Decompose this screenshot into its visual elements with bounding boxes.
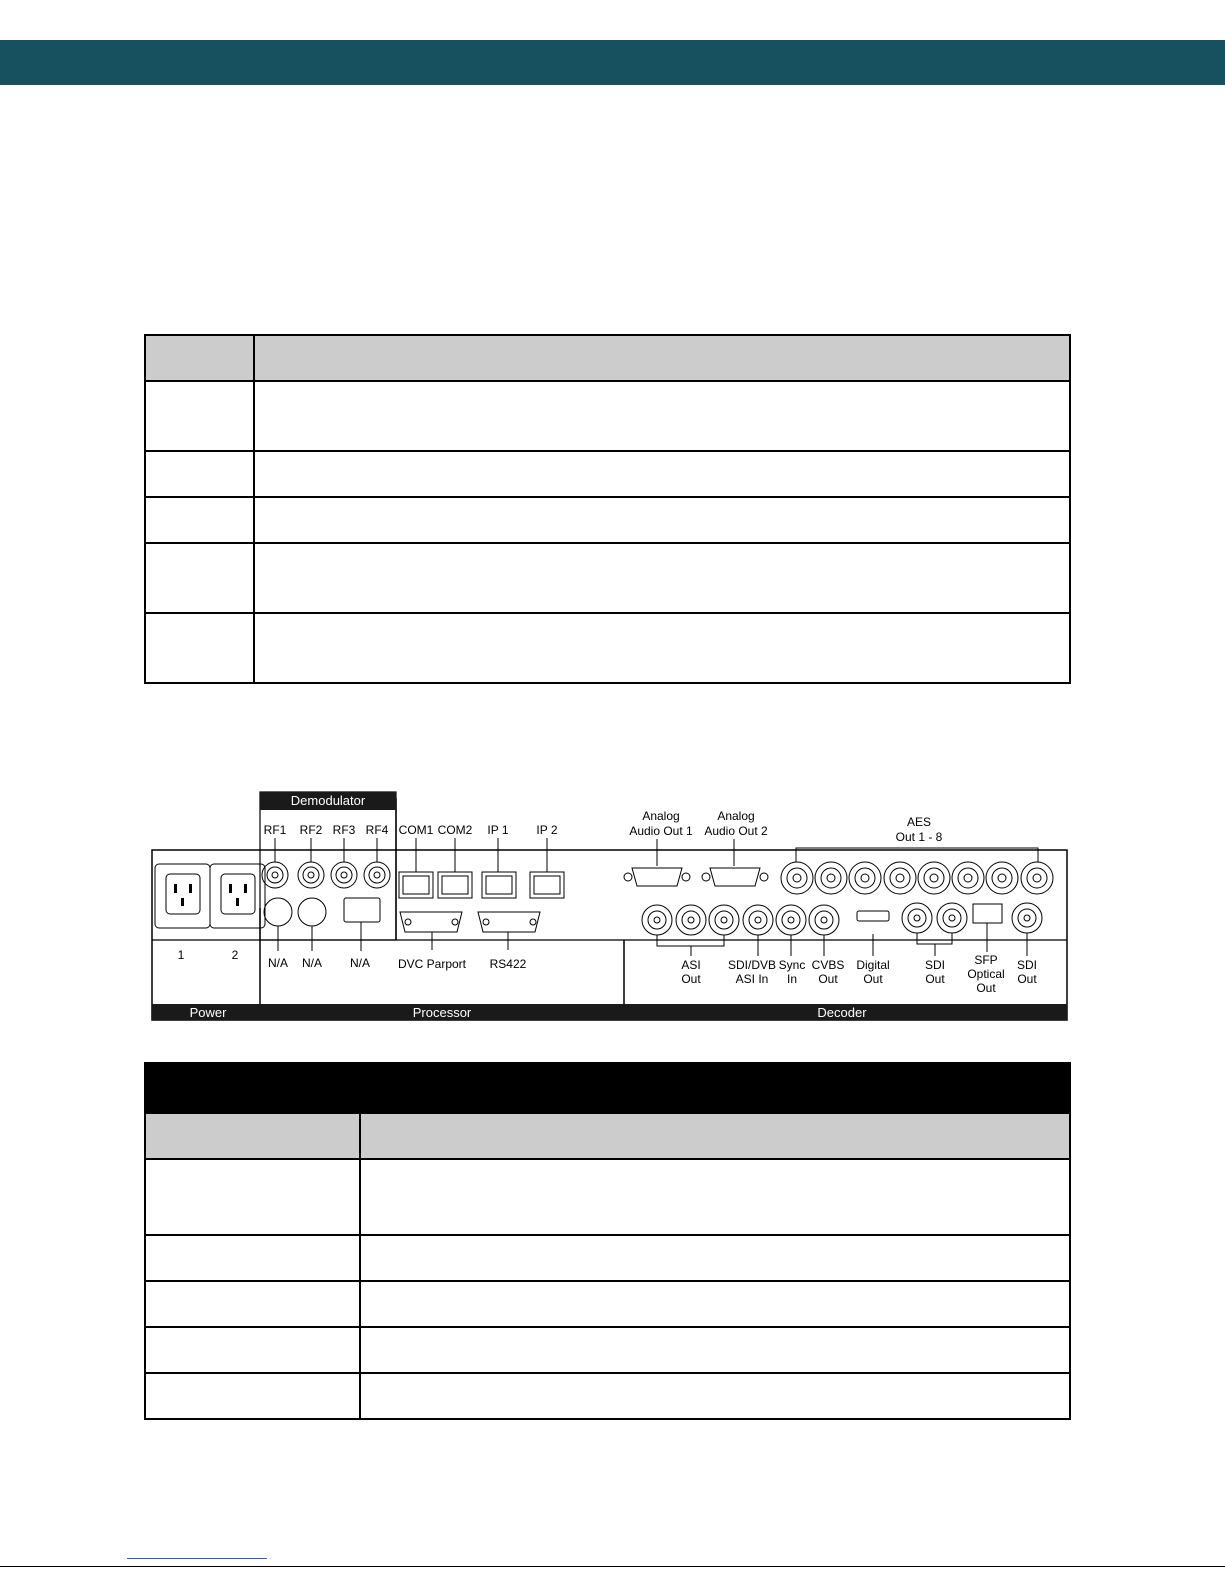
ip2-label: IP 2: [536, 823, 558, 837]
digital-out-line-1: Digital: [856, 958, 890, 972]
sdi-out-pair-line-1: SDI: [924, 958, 946, 972]
table-row: [145, 1373, 1070, 1419]
sfp-optical-line-3: Out: [976, 981, 996, 995]
rear-panel-diagram: [150, 788, 1070, 1024]
sfp-optical-line-2: Optical: [967, 967, 1005, 981]
na-label-2: N/A: [301, 956, 323, 970]
power-label-1: 1: [177, 948, 185, 962]
table-title-row: [145, 1063, 1070, 1113]
power-label-2: 2: [231, 948, 239, 962]
table-row: [145, 613, 1070, 683]
sfp-optical-line-1: SFP: [974, 953, 998, 967]
table-header-row: [145, 335, 1070, 381]
sdi-dvb-line-2: ASI In: [735, 972, 769, 986]
rf2-label: RF2: [299, 823, 323, 837]
rf3-label: RF3: [332, 823, 356, 837]
sync-in-line-2: In: [786, 972, 798, 986]
footer-link-underline: [127, 1558, 267, 1559]
aes-line-2: Out 1 - 8: [895, 830, 943, 844]
table-row: [145, 1159, 1070, 1235]
analog-audio-2-line-2: Audio Out 2: [704, 824, 768, 838]
table-upper: [144, 334, 1071, 684]
sdi-out-pair-line-2: Out: [925, 972, 945, 986]
asi-out-line-1: ASI: [681, 958, 701, 972]
header-bar: [0, 40, 1225, 85]
table-row: [145, 381, 1070, 451]
table-header-row: [145, 1113, 1070, 1159]
rf1-label: RF1: [263, 823, 287, 837]
ip1-label: IP 1: [487, 823, 509, 837]
table-row: [145, 1235, 1070, 1281]
com1-label: COM1: [398, 823, 434, 837]
sdi-out-single-line-1: SDI: [1016, 958, 1038, 972]
table-row: [145, 543, 1070, 613]
sdi-dvb-line-1: SDI/DVB: [727, 958, 777, 972]
table-row: [145, 1327, 1070, 1373]
cvbs-out-line-2: Out: [818, 972, 838, 986]
table-row: [145, 497, 1070, 543]
decoder-label: Decoder: [817, 1005, 867, 1020]
table-lower: [144, 1062, 1071, 1420]
demodulator-label: Demodulator: [290, 793, 366, 808]
footer-rule: [0, 1566, 1225, 1567]
asi-out-line-2: Out: [681, 972, 701, 986]
na-label-1: N/A: [267, 956, 289, 970]
sdi-out-single-line-2: Out: [1017, 972, 1037, 986]
dvc-parport-label: DVC Parport: [397, 957, 467, 971]
sync-in-line-1: Sync: [778, 958, 806, 972]
processor-label: Processor: [412, 1005, 472, 1020]
power-label: Power: [189, 1005, 227, 1020]
com2-label: COM2: [437, 823, 473, 837]
digital-out-line-2: Out: [863, 972, 883, 986]
rf4-label: RF4: [365, 823, 389, 837]
power-inlet-2: [210, 864, 265, 928]
table-row: [145, 1281, 1070, 1327]
rs422-label: RS422: [489, 957, 527, 971]
table-row: [145, 451, 1070, 497]
cvbs-out-line-1: CVBS: [811, 958, 845, 972]
analog-audio-1-line-1: Analog: [642, 809, 680, 823]
aes-line-1: AES: [906, 815, 932, 829]
analog-audio-2-line-1: Analog: [717, 809, 755, 823]
na-label-3: N/A: [349, 956, 371, 970]
power-inlet-1: [155, 864, 210, 928]
analog-audio-1-line-2: Audio Out 1: [629, 824, 693, 838]
